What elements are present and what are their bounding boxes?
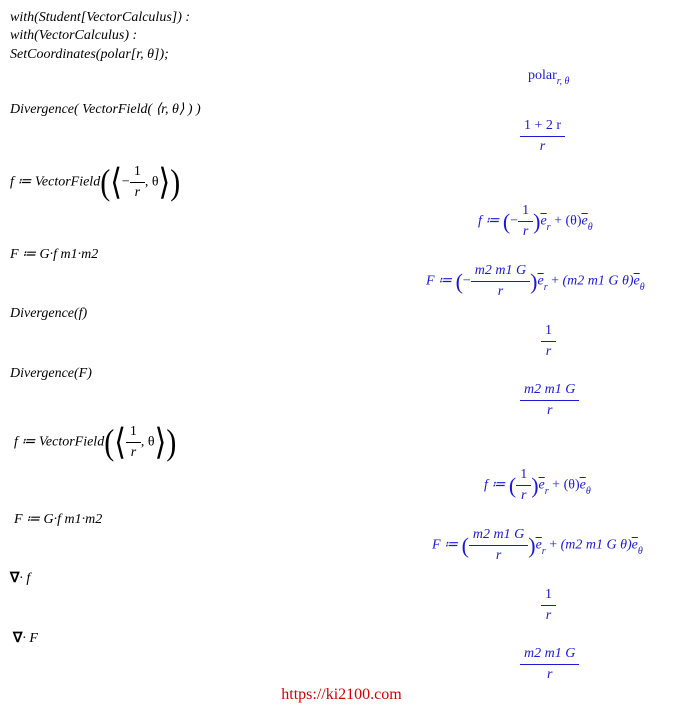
denominator: r bbox=[134, 185, 141, 200]
minus-sign: − bbox=[510, 213, 519, 229]
input-nabla-dot-f[interactable] bbox=[10, 570, 30, 587]
numerator: m2 m1 G bbox=[520, 382, 579, 401]
subscript-r: r bbox=[541, 545, 546, 557]
subscript-r: r bbox=[544, 485, 549, 497]
denominator: r bbox=[522, 224, 529, 239]
nabla-f-text: · f bbox=[19, 571, 31, 586]
unit-vector-r: $\overline{e}$ bbox=[538, 477, 545, 493]
fraction bbox=[516, 467, 531, 504]
denominator: r bbox=[546, 403, 553, 418]
fraction bbox=[520, 382, 579, 419]
numerator: m2 m1 G bbox=[471, 263, 530, 282]
output-f-lhs: f ≔ bbox=[478, 213, 500, 229]
theta-term: (m2 m1 G θ) bbox=[560, 537, 632, 553]
unit-vector-theta: $\overline{e}$ bbox=[579, 477, 586, 493]
input-f-definition[interactable] bbox=[10, 164, 180, 201]
paren-open: ( bbox=[104, 422, 115, 462]
denominator: r bbox=[495, 548, 502, 563]
numerator: 1 + 2 r bbox=[520, 118, 565, 137]
angle-close: ⟩ bbox=[154, 422, 167, 463]
numerator: 1 bbox=[518, 203, 533, 222]
subscript-theta: θ bbox=[587, 221, 593, 233]
numerator: 1 bbox=[516, 467, 531, 486]
paren-close: ) bbox=[531, 472, 539, 498]
minus-sign: − bbox=[462, 273, 471, 289]
output-F2-lhs: F ≔ bbox=[432, 537, 459, 553]
plus-sign: + bbox=[554, 213, 562, 229]
fraction bbox=[130, 164, 145, 201]
unit-vector-r: $\overline{e}$ bbox=[537, 273, 544, 289]
output-divergence-vectorfield bbox=[520, 118, 565, 155]
theta-term: (m2 m1 G θ) bbox=[562, 273, 634, 289]
output-F-lhs: F ≔ bbox=[426, 273, 453, 289]
fraction bbox=[541, 587, 556, 624]
minus-sign: − bbox=[121, 174, 130, 190]
output-polar-text: polar bbox=[528, 68, 557, 83]
output-f2 bbox=[484, 467, 591, 504]
paren-close: ) bbox=[166, 422, 177, 462]
paren-close: ) bbox=[530, 268, 538, 294]
denominator: r bbox=[545, 608, 552, 623]
plus-sign: + bbox=[549, 537, 558, 553]
input-F2-definition[interactable]: F ≔ G·f m1·m2 bbox=[14, 512, 103, 527]
output-polar bbox=[528, 68, 570, 87]
input-f2-definition[interactable] bbox=[14, 424, 176, 461]
nabla-icon: ∇ bbox=[10, 571, 20, 586]
angle-open: ⟨ bbox=[114, 422, 126, 463]
paren-open: ( bbox=[461, 532, 469, 558]
output-f bbox=[478, 203, 593, 240]
denominator: r bbox=[546, 667, 553, 682]
input-divergence-vectorfield[interactable]: Divergence( VectorField( ⟨r, θ⟩ ) ) bbox=[10, 102, 201, 117]
theta-term: (θ) bbox=[563, 477, 580, 493]
input-divergence-F[interactable]: Divergence(F) bbox=[10, 366, 92, 381]
paren-open: ( bbox=[100, 162, 111, 202]
angle-close: ⟩ bbox=[158, 162, 171, 203]
unit-vector-theta: $\overline{e}$ bbox=[581, 213, 588, 229]
fraction bbox=[518, 203, 533, 240]
output-polar-subscript: r, θ bbox=[556, 76, 570, 87]
input-f2-lhs: f ≔ VectorField bbox=[14, 434, 105, 450]
denominator: r bbox=[545, 344, 552, 359]
theta-component: , θ bbox=[144, 174, 159, 190]
fraction bbox=[541, 323, 556, 360]
paren-open: ( bbox=[502, 208, 511, 234]
numerator: 1 bbox=[126, 424, 141, 443]
fraction bbox=[520, 646, 579, 683]
input-line-with-vectorcalculus[interactable]: with(VectorCalculus) : bbox=[10, 28, 138, 43]
output-divergence-f bbox=[541, 323, 556, 360]
denominator: r bbox=[130, 445, 137, 460]
output-nabla-dot-F bbox=[520, 646, 579, 683]
unit-vector-r: $\overline{e}$ bbox=[540, 213, 547, 229]
fraction bbox=[471, 263, 530, 300]
paren-open: ( bbox=[508, 472, 517, 498]
fraction bbox=[126, 424, 141, 461]
input-F-definition[interactable]: F ≔ G·f m1·m2 bbox=[10, 247, 99, 262]
subscript-theta: θ bbox=[639, 281, 645, 293]
numerator: 1 bbox=[130, 164, 145, 183]
watermark-url: https://ki2100.com bbox=[281, 686, 402, 703]
numerator: 1 bbox=[541, 323, 556, 342]
subscript-theta: θ bbox=[637, 545, 643, 557]
numerator: m2 m1 G bbox=[520, 646, 579, 665]
paren-close: ) bbox=[533, 208, 541, 234]
input-line-setcoordinates[interactable]: SetCoordinates(polar[r, θ]); bbox=[10, 47, 169, 62]
fraction bbox=[469, 527, 528, 564]
input-divergence-f[interactable]: Divergence(f) bbox=[10, 306, 88, 321]
input-f-lhs: f ≔ VectorField bbox=[10, 174, 101, 190]
plus-sign: + bbox=[551, 273, 559, 289]
denominator: r bbox=[539, 139, 546, 154]
nabla-icon: ∇ bbox=[13, 631, 23, 646]
unit-vector-r: $\overline{e}$ bbox=[535, 537, 542, 553]
denominator: r bbox=[497, 284, 504, 299]
unit-vector-theta: $\overline{e}$ bbox=[633, 273, 640, 289]
fraction bbox=[520, 118, 565, 155]
output-F bbox=[426, 263, 645, 300]
theta-component: , θ bbox=[140, 434, 155, 450]
input-nabla-dot-F[interactable] bbox=[13, 630, 38, 647]
plus-sign: + bbox=[552, 477, 561, 493]
subscript-r: r bbox=[546, 221, 551, 233]
unit-vector-theta: $\overline{e}$ bbox=[631, 537, 638, 553]
numerator: m2 m1 G bbox=[469, 527, 528, 546]
input-line-with-student[interactable]: with(Student[VectorCalculus]) : bbox=[10, 10, 191, 25]
angle-open: ⟨ bbox=[110, 162, 122, 203]
theta-term: (θ) bbox=[565, 213, 582, 229]
denominator: r bbox=[520, 488, 527, 503]
paren-close: ) bbox=[528, 532, 536, 558]
nabla-F-text: · F bbox=[22, 631, 38, 646]
output-f2-lhs: f ≔ bbox=[484, 477, 506, 493]
numerator: 1 bbox=[541, 587, 556, 606]
output-F2 bbox=[432, 527, 643, 564]
output-divergence-F bbox=[520, 382, 579, 419]
paren-open: ( bbox=[455, 268, 463, 294]
subscript-theta: θ bbox=[585, 485, 591, 497]
paren-close: ) bbox=[170, 162, 181, 202]
output-nabla-dot-f bbox=[541, 587, 556, 624]
subscript-r: r bbox=[543, 281, 548, 293]
